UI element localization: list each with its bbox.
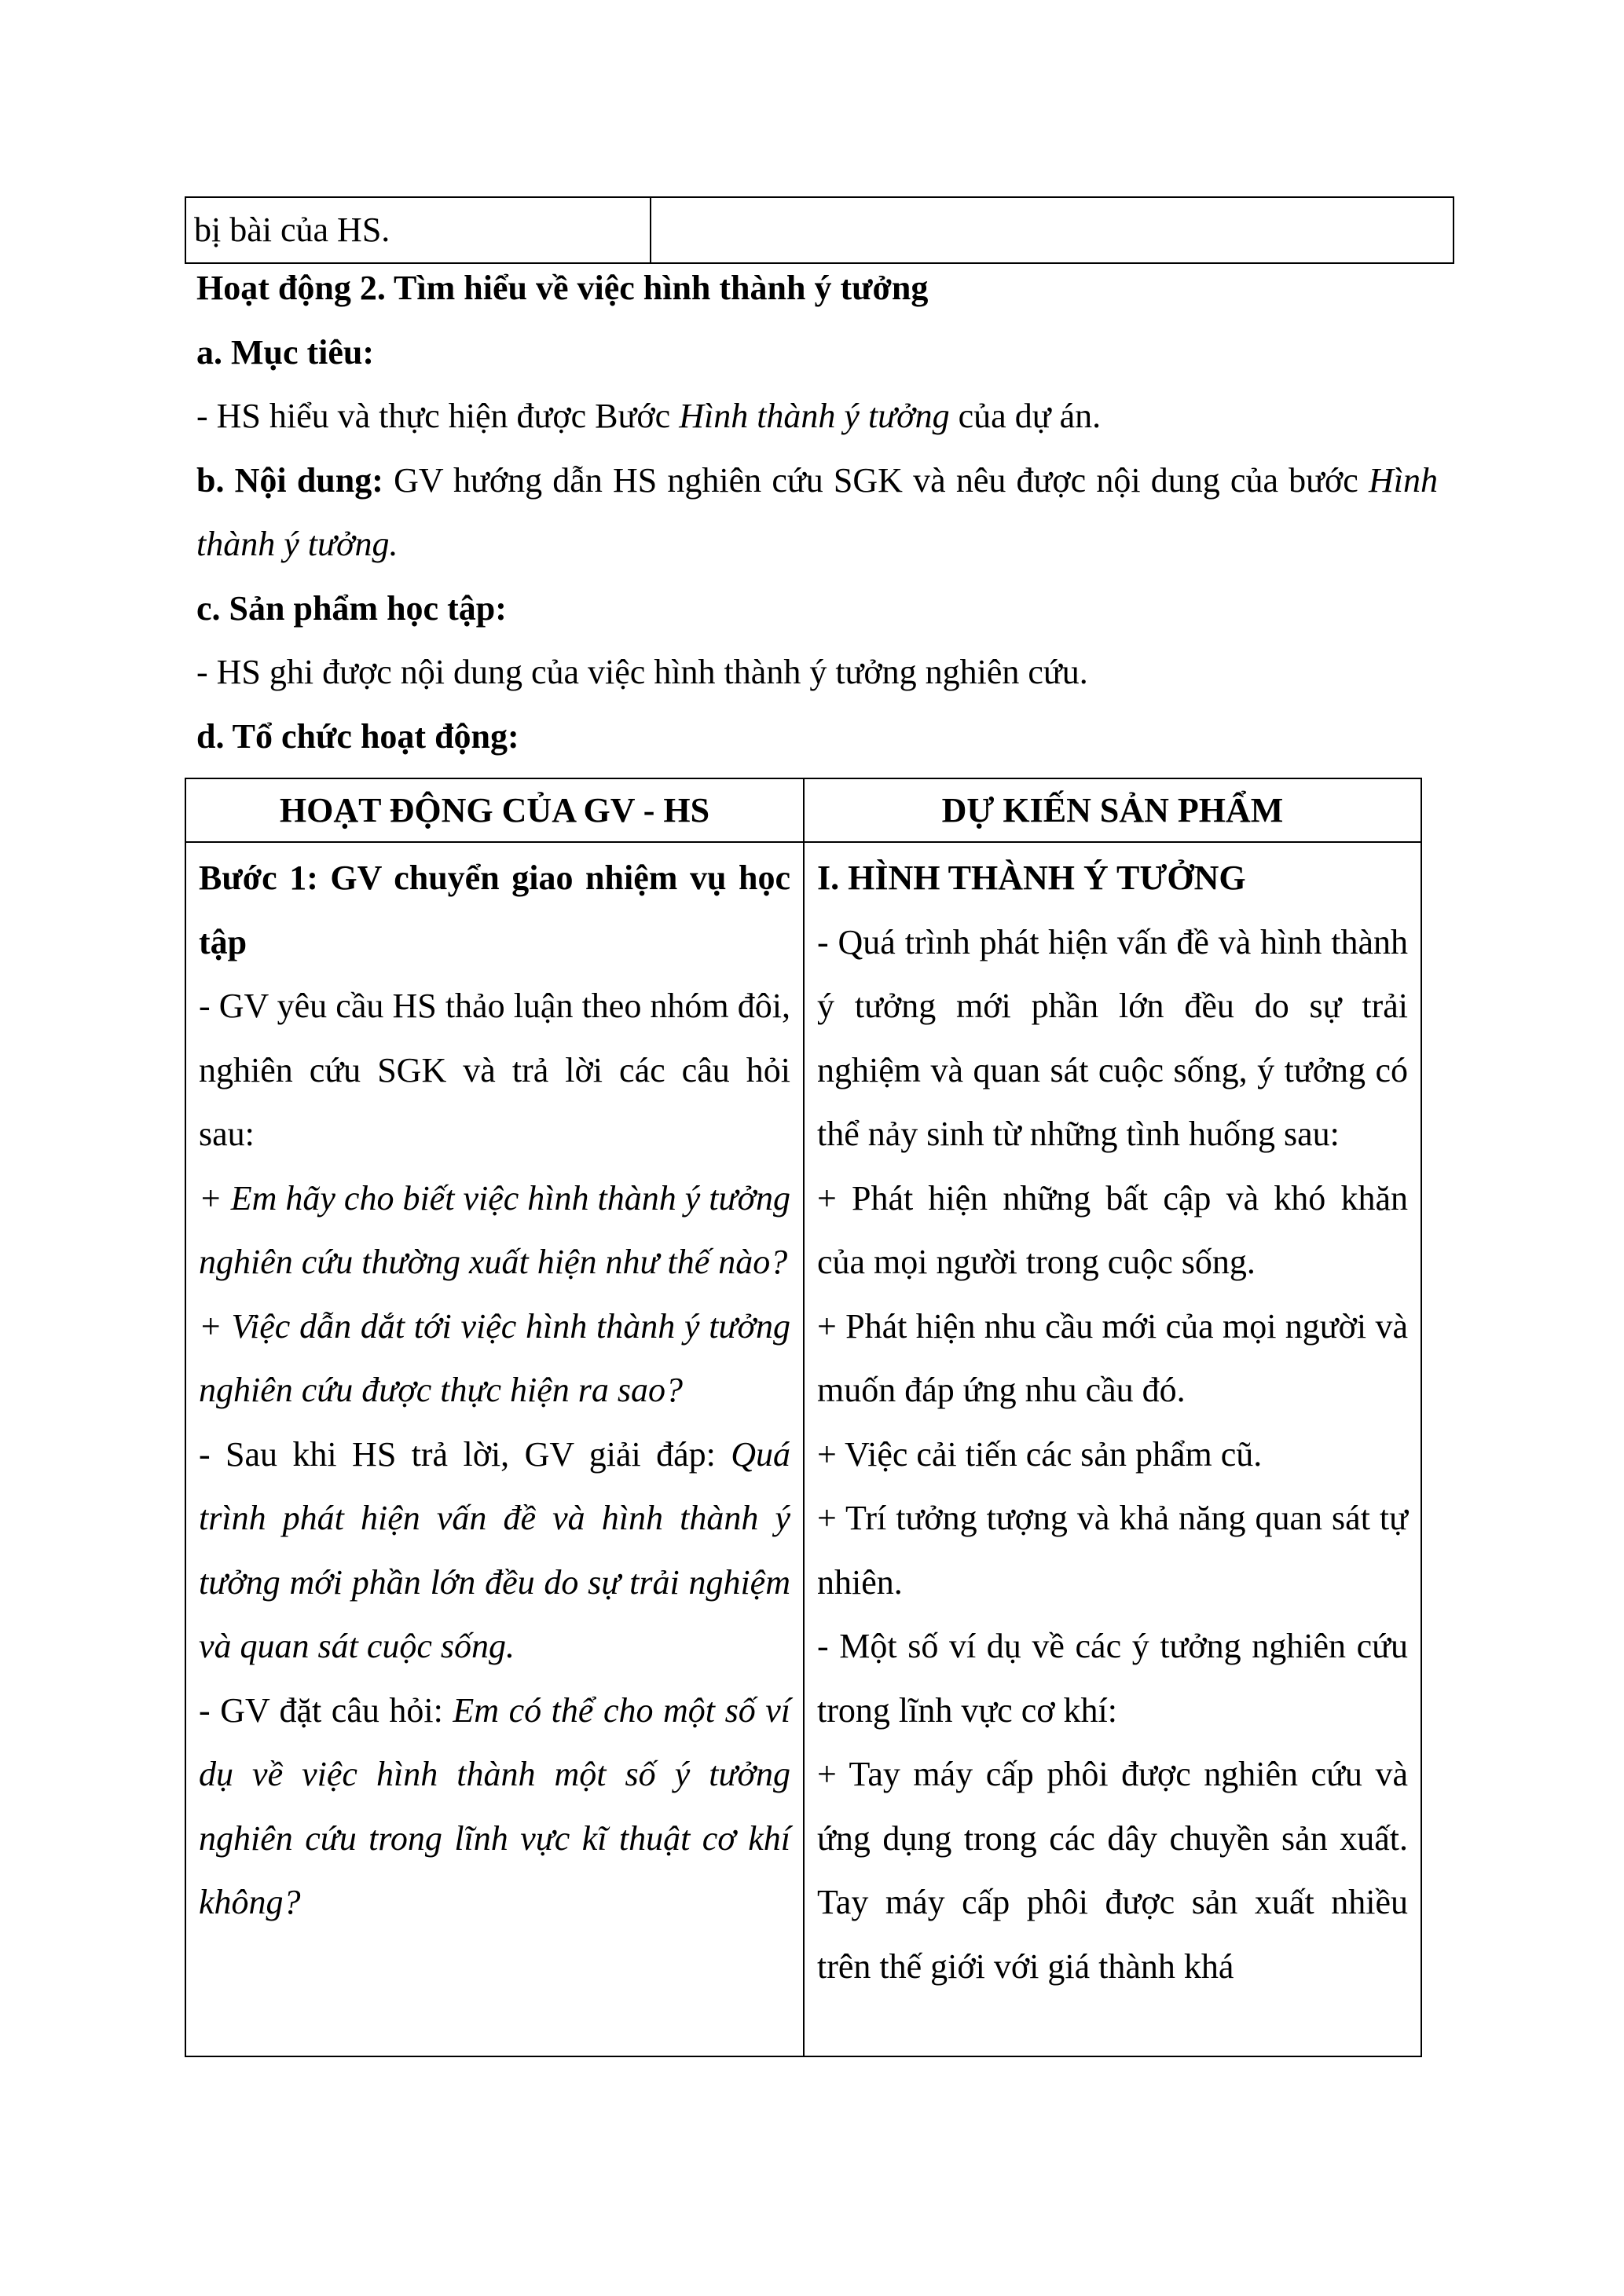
- list-item: + Tay máy cấp phôi được nghiên cứu và ứng dụng trong các dây chuyền sản xuất. Tay máy cấp phôi được sản xuất nhiều trên thế giới với giá thành khá: [817, 1755, 1408, 1986]
- prev-cell-right: [651, 197, 1454, 263]
- header-teacher-student: HOẠT ĐỘNG CỦA GV - HS: [185, 778, 804, 842]
- objective-label: a. Mục tiêu:: [196, 332, 375, 372]
- product-label: c. Sản phẩm học tập:: [196, 588, 507, 628]
- question-1: + Em hãy cho biết việc hình thành ý tưởng nghiên cứu thường xuất hiện như thế nào?: [199, 1178, 790, 1281]
- activity-table: [185, 778, 1422, 2057]
- expected-product-cell: [804, 842, 1421, 2056]
- list-item: + Phát hiện nhu cầu mới của mọi người và muốn đáp ứng nhu cầu đó.: [817, 1306, 1408, 1409]
- organization-label: d. Tổ chức hoạt động:: [196, 716, 519, 756]
- examples-intro: - Một số ví dụ về các ý tưởng nghiên cứu trong lĩnh vực cơ khí:: [817, 1627, 1408, 1730]
- list-item: + Phát hiện những bất cập và khó khăn của mọi người trong cuộc sống.: [817, 1178, 1408, 1281]
- teacher-activity-cell: [185, 842, 804, 2056]
- activity-title: Hoạt động 2. Tìm hiểu về việc hình thành ý tưởng: [196, 269, 929, 307]
- product-text: - HS ghi được nội dung của việc hình thành ý tưởng nghiên cứu.: [196, 653, 1088, 691]
- objective-text: - HS hiểu và thực hiện được Bước Hình thành ý tưởng của dự án.: [196, 397, 1102, 435]
- lesson-body: [196, 256, 1446, 768]
- product-paragraph: - Quá trình phát hiện vấn đề và hình thành ý tưởng mới phần lớn đều do sự trải nghiệm và quan sát cuộc sống, ý tưởng có thể nảy sinh từ những tình huống sau:: [817, 922, 1408, 1153]
- question-2: + Việc dẫn dắt tới việc hình thành ý tưởng nghiên cứu được thực hiện ra sao?: [199, 1306, 790, 1409]
- prev-cell-left: bị bài của HS.: [185, 197, 651, 263]
- table-header-row: [185, 778, 1421, 842]
- teacher-answer: - Sau khi HS trả lời, GV giải đáp: Quá trình phát hiện vấn đề và hình thành ý tưởng mới phần lớn đều do sự trải nghiệm và quan sát cuộc sống.: [199, 1434, 790, 1665]
- header-expected-product: DỰ KIẾN SẢN PHẨM: [804, 778, 1421, 842]
- previous-table-end: [185, 196, 1454, 264]
- step-1: Bước 1: GV chuyển giao nhiệm vụ học tập: [199, 859, 790, 961]
- content-text: b. Nội dung: GV hướng dẫn HS nghiên cứu SGK và nêu được nội dung của bước Hình thành ý tưởng.: [196, 460, 1438, 563]
- list-item: + Việc cải tiến các sản phẩm cũ.: [817, 1434, 1263, 1474]
- list-item: + Trí tưởng tượng và khả năng quan sát tự nhiên.: [817, 1499, 1408, 1602]
- section-heading: I. HÌNH THÀNH Ý TƯỞNG: [817, 859, 1246, 897]
- table-row: [185, 842, 1421, 2056]
- task-text: - GV yêu cầu HS thảo luận theo nhóm đôi, nghiên cứu SGK và trả lời các câu hỏi sau:: [199, 987, 790, 1153]
- teacher-question: - GV đặt câu hỏi: Em có thể cho một số ví dụ về việc hình thành một số ý tưởng nghiên cứu trong lĩnh vực kĩ thuật cơ khí không?: [199, 1690, 790, 1921]
